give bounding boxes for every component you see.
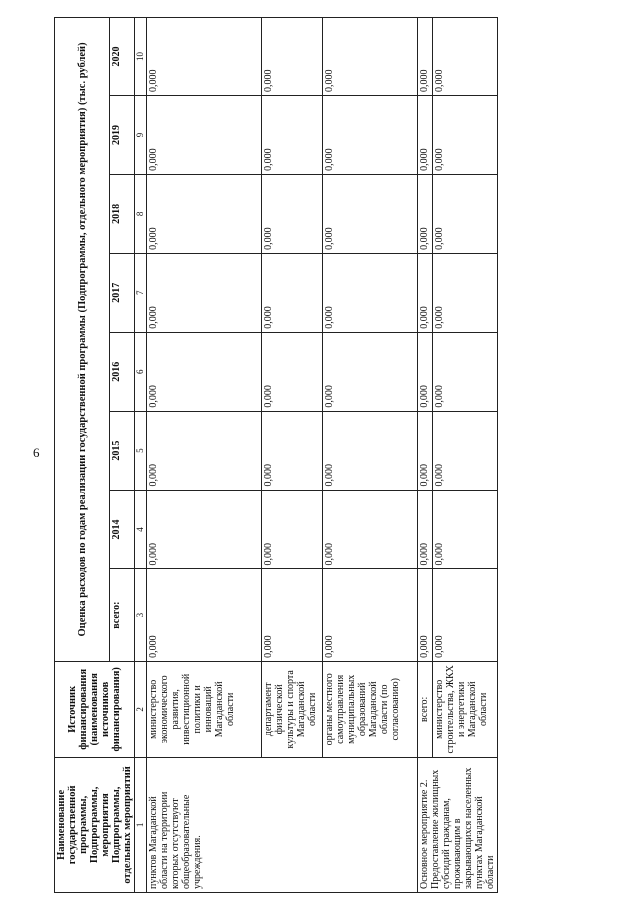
table-row <box>418 18 433 893</box>
value-cell: 0,000 <box>418 411 433 490</box>
column-number: 5 <box>135 411 147 490</box>
page-number: 6 <box>33 445 40 460</box>
value-cell: 0,000 <box>433 18 498 96</box>
header-year: 2018 <box>110 174 135 253</box>
rotated-table-container <box>54 17 526 893</box>
funding-source: департамент физической культуры и спорта Магаданской области <box>262 661 323 757</box>
header-source-column: Источник финансирования (наименования источников финансирования) <box>55 661 135 757</box>
value-cell: 0,000 <box>262 174 323 253</box>
value-cell: 0,000 <box>323 18 418 96</box>
value-cell: 0,000 <box>323 490 418 569</box>
value-cell: 0,000 <box>323 569 418 661</box>
value-cell: 0,000 <box>433 411 498 490</box>
value-cell: 0,000 <box>418 18 433 96</box>
header-year: 2019 <box>110 96 135 175</box>
value-cell: 0,000 <box>262 253 323 332</box>
measure-name: Основное мероприятие 2. Предоставление жилищных субсидий гражданам, проживающим в закрывающихся населенных пунктах Магаданской области <box>418 757 498 892</box>
value-cell: 0,000 <box>418 569 433 661</box>
funding-source: министерство экономического развития, инвестиционной политики и инноваций Магаданской области <box>147 661 262 757</box>
value-cell: 0,000 <box>433 174 498 253</box>
column-number: 9 <box>135 96 147 175</box>
value-cell: 0,000 <box>262 490 323 569</box>
column-number-row <box>135 18 147 893</box>
value-cell: 0,000 <box>323 96 418 175</box>
header-name-column: Наименование государственной программы, Подпрограммы, мероприятия Подпрограммы, отдельных мероприятий <box>55 757 135 892</box>
value-cell: 0,000 <box>147 490 262 569</box>
header-row <box>55 18 110 893</box>
value-cell: 0,000 <box>418 96 433 175</box>
value-cell: 0,000 <box>262 569 323 661</box>
expense-table <box>54 17 498 893</box>
value-cell: 0,000 <box>323 411 418 490</box>
funding-source: органы местного самоуправления муниципальных образований Магаданской области (по согласованию) <box>323 661 418 757</box>
value-cell: 0,000 <box>418 253 433 332</box>
value-cell: 0,000 <box>147 253 262 332</box>
table-row <box>147 18 262 893</box>
header-year: 2017 <box>110 253 135 332</box>
value-cell: 0,000 <box>433 490 498 569</box>
funding-source: всего: <box>418 661 433 757</box>
value-cell: 0,000 <box>433 96 498 175</box>
value-cell: 0,000 <box>433 253 498 332</box>
column-number: 10 <box>135 18 147 96</box>
value-cell: 0,000 <box>262 332 323 411</box>
header-year: 2015 <box>110 411 135 490</box>
value-cell: 0,000 <box>147 569 262 661</box>
value-cell: 0,000 <box>147 18 262 96</box>
value-cell: 0,000 <box>433 569 498 661</box>
header-year: 2016 <box>110 332 135 411</box>
header-estimate: Оценка расходов по годам реализации государственной программы (Подпрограммы, отдельного мероприятия) (тыс. рублей) <box>55 18 110 662</box>
column-number: 4 <box>135 490 147 569</box>
value-cell: 0,000 <box>433 332 498 411</box>
header-year: 2020 <box>110 18 135 96</box>
funding-source: министерство строительства, ЖКХ и энергетики Магаданской области <box>433 661 498 757</box>
value-cell: 0,000 <box>418 332 433 411</box>
value-cell: 0,000 <box>262 18 323 96</box>
value-cell: 0,000 <box>323 332 418 411</box>
column-number: 3 <box>135 569 147 661</box>
value-cell: 0,000 <box>147 411 262 490</box>
value-cell: 0,000 <box>262 411 323 490</box>
value-cell: 0,000 <box>418 490 433 569</box>
measure-name: пунктов Магаданской области на территории которых отсутствуют общеобразовательные учреждения. <box>147 757 418 892</box>
header-year: 2014 <box>110 490 135 569</box>
value-cell: 0,000 <box>323 253 418 332</box>
value-cell: 0,000 <box>147 96 262 175</box>
value-cell: 0,000 <box>147 174 262 253</box>
column-number: 6 <box>135 332 147 411</box>
column-number: 1 <box>135 757 147 892</box>
value-cell: 0,000 <box>262 96 323 175</box>
header-total: всего: <box>110 569 135 661</box>
column-number: 7 <box>135 253 147 332</box>
value-cell: 0,000 <box>147 332 262 411</box>
value-cell: 0,000 <box>418 174 433 253</box>
column-number: 2 <box>135 661 147 757</box>
column-number: 8 <box>135 174 147 253</box>
value-cell: 0,000 <box>323 174 418 253</box>
